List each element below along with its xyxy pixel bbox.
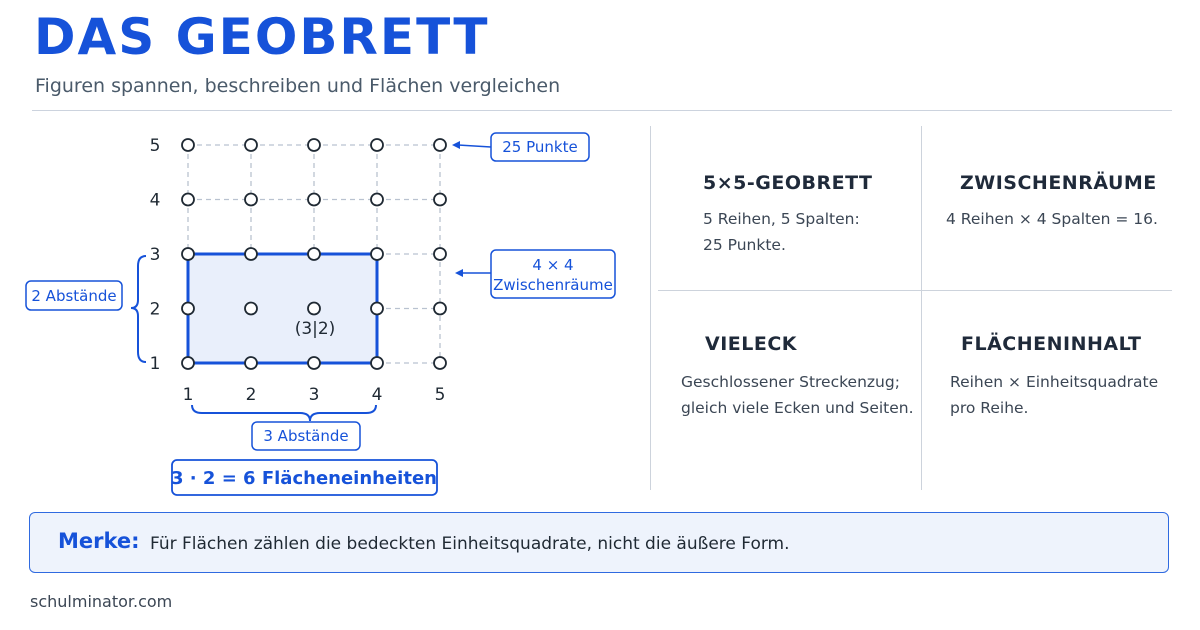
callout-vertical-gaps-label: 2 Abstände xyxy=(31,287,117,305)
geoboard-peg xyxy=(245,139,257,151)
geoboard-peg xyxy=(182,194,194,206)
brace-icon xyxy=(192,405,376,421)
y-axis-labels xyxy=(150,136,161,374)
y-axis-label: 1 xyxy=(149,354,161,374)
geoboard-peg xyxy=(182,303,194,315)
x-axis-label: 2 xyxy=(245,385,257,405)
info-line: 25 Punkte. xyxy=(703,236,786,254)
vertical-gap-brace xyxy=(26,256,146,362)
callout-points-label: 25 Punkte xyxy=(502,138,578,156)
info-line: gleich viele Ecken und Seiten. xyxy=(681,399,914,417)
geoboard-peg xyxy=(245,303,257,315)
area-result-label: 3 · 2 = 6 Flächeneinheiten xyxy=(171,468,437,489)
geoboard-peg xyxy=(308,357,320,369)
geoboard-peg xyxy=(245,357,257,369)
x-axis-labels xyxy=(183,385,446,405)
geoboard-peg xyxy=(182,248,194,260)
geoboard-peg xyxy=(371,248,383,260)
callout-points xyxy=(452,133,589,161)
y-axis-label: 4 xyxy=(149,190,161,211)
callout-spaces xyxy=(455,250,615,298)
callout-spaces-line2: Zwischenräume xyxy=(493,276,613,294)
geoboard-peg xyxy=(308,248,320,260)
geoboard-peg xyxy=(308,303,320,315)
brace-icon xyxy=(131,256,146,362)
info-title-flaecheninhalt: FLÄCHENINHALT xyxy=(961,333,1142,355)
callout-horizontal-gaps-label: 3 Abstände xyxy=(263,427,349,445)
x-axis-label: 5 xyxy=(434,385,446,405)
info-title-vieleck: VIELECK xyxy=(705,333,798,355)
geoboard-peg xyxy=(371,194,383,206)
info-text-vieleck xyxy=(681,369,914,421)
y-axis-label: 3 xyxy=(149,245,161,265)
geoboard-peg xyxy=(371,139,383,151)
geoboard-peg xyxy=(182,139,194,151)
geoboard-peg xyxy=(182,357,194,369)
merke-box xyxy=(29,512,1169,573)
info-line: 5 Reihen, 5 Spalten: xyxy=(703,210,860,228)
info-text-geobrett xyxy=(703,206,860,258)
geoboard-peg xyxy=(434,357,446,369)
arrow-left-icon xyxy=(452,141,460,149)
merke-label: Merke: xyxy=(58,529,140,553)
callout-spaces-line1: 4 × 4 xyxy=(532,256,574,274)
geoboard-peg xyxy=(245,194,257,206)
info-line: 4 Reihen × 4 Spalten = 16. xyxy=(946,210,1158,228)
merke-text: Für Flächen zählen die bedeckten Einheitsquadrate, nicht die äußere Form. xyxy=(150,534,790,554)
x-axis-label: 1 xyxy=(182,385,194,405)
x-axis-label: 4 xyxy=(371,385,383,405)
info-title-geobrett: 5×5-GEOBRETT xyxy=(703,172,873,194)
info-text-flaecheninhalt xyxy=(950,369,1158,421)
page-title: DAS GEOBRETT xyxy=(34,8,490,66)
geoboard-peg xyxy=(434,194,446,206)
info-grid-divider xyxy=(658,290,1172,291)
spanned-rectangle xyxy=(188,254,377,363)
geoboard-peg xyxy=(434,303,446,315)
x-axis-label: 3 xyxy=(308,385,320,405)
geoboard-peg xyxy=(245,248,257,260)
info-line: pro Reihe. xyxy=(950,399,1029,417)
geoboard-peg xyxy=(434,139,446,151)
geoboard-peg xyxy=(308,139,320,151)
geoboard-peg xyxy=(371,357,383,369)
arrow-left-icon xyxy=(455,269,463,277)
geoboard-peg xyxy=(308,194,320,206)
info-grid-divider xyxy=(650,126,651,490)
geoboard-peg xyxy=(371,303,383,315)
point-label: (3|2) xyxy=(294,319,336,339)
area-result xyxy=(171,460,437,495)
footer-url: schulminator.com xyxy=(30,592,173,611)
info-line: Geschlossener Streckenzug; xyxy=(681,373,900,391)
y-axis-label: 2 xyxy=(149,299,161,320)
geoboard-diagram xyxy=(0,0,650,505)
page-subtitle: Figuren spannen, beschreiben und Flächen vergleichen xyxy=(35,75,561,97)
y-axis-label: 5 xyxy=(149,136,161,156)
geoboard-peg xyxy=(434,248,446,260)
info-title-zwischenraeume: ZWISCHENRÄUME xyxy=(960,172,1157,194)
info-grid-divider xyxy=(921,126,922,490)
horizontal-gap-brace xyxy=(192,405,376,450)
info-text-zwischenraeume xyxy=(946,206,1158,232)
info-line: Reihen × Einheitsquadrate xyxy=(950,373,1159,391)
